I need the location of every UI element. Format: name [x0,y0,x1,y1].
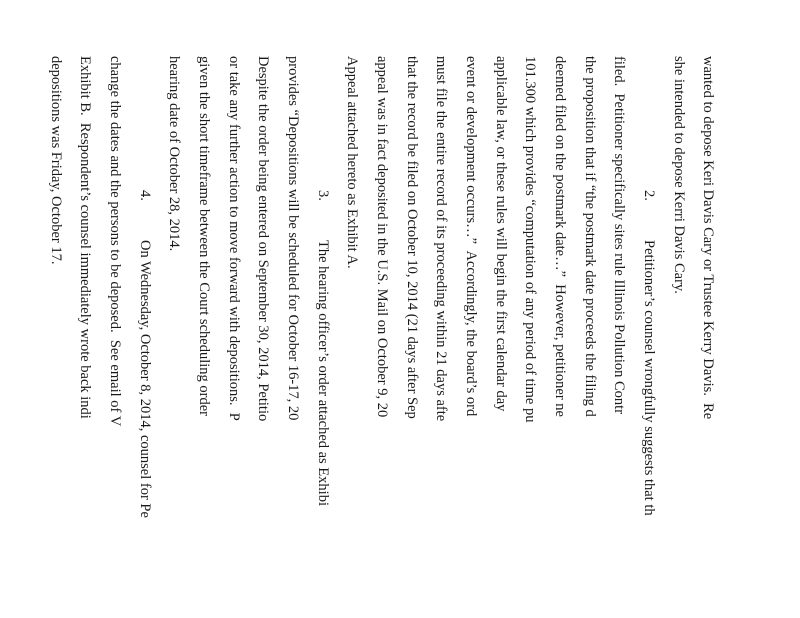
text-line: she intended to depose Kerri Davis Cary. [671,56,687,294]
paragraph-number: 4. [137,190,153,201]
text-line: change the dates and the persons to be deposed. See email of V [107,56,123,427]
text-line: provides “Depositions will be scheduled for October 16-17, 20 [285,56,301,421]
text-line: depositions was Friday, October 17. [48,56,64,265]
text-line: wanted to depose Keri Davis Cary or Trustee Kerry Davis. Re [700,56,716,420]
text-line: that the record be filed on October 10, 2014 (21 days after Sep [404,56,420,419]
paragraph-number: 3. [315,190,331,201]
text-line: event or development occurs…” Accordingly, the board’s ord [463,56,479,417]
text-line: Appeal attached hereto as Exhibit A. [344,56,360,269]
text-line: Despite the order being entered on September 30, 2014, Petitio [255,56,271,422]
text-line: the proposition that if “the postmark date proceeds the filing d [582,56,598,417]
text-line: must file the entire record of its proceeding within 21 days afte [433,56,449,422]
text-line: On Wednesday, October 8, 2014, counsel for Pe [137,240,153,518]
text-line: 101.300 which provides “computation of any period of time pu [522,56,538,423]
text-line: The hearing officer’s order attached as Exhibi [315,240,331,506]
paragraph-number: 2. [641,190,657,201]
text-line: filed. Petitioner specifically sites rule Illinois Pollution Contr [611,56,627,415]
text-line: Exhibit B. Respondent’s counsel immediately wrote back indi [77,56,93,419]
text-line: given the short timeframe between the Court scheduling order [196,56,212,416]
text-line: or take any further action to move forward with depositions. P [226,56,242,421]
text-line: hearing date of October 28, 2014. [166,56,182,252]
text-line: deemed filed on the postmark date…” However, petitioner ne [552,56,568,417]
text-line: Petitioner’s counsel wrongfully suggests that th [641,240,657,516]
text-line: applicable law, or these rules will begin the first calendar day [493,56,509,412]
text-line: appeal was in fact deposited in the U.S. Mail on October 9, 20 [374,56,390,418]
